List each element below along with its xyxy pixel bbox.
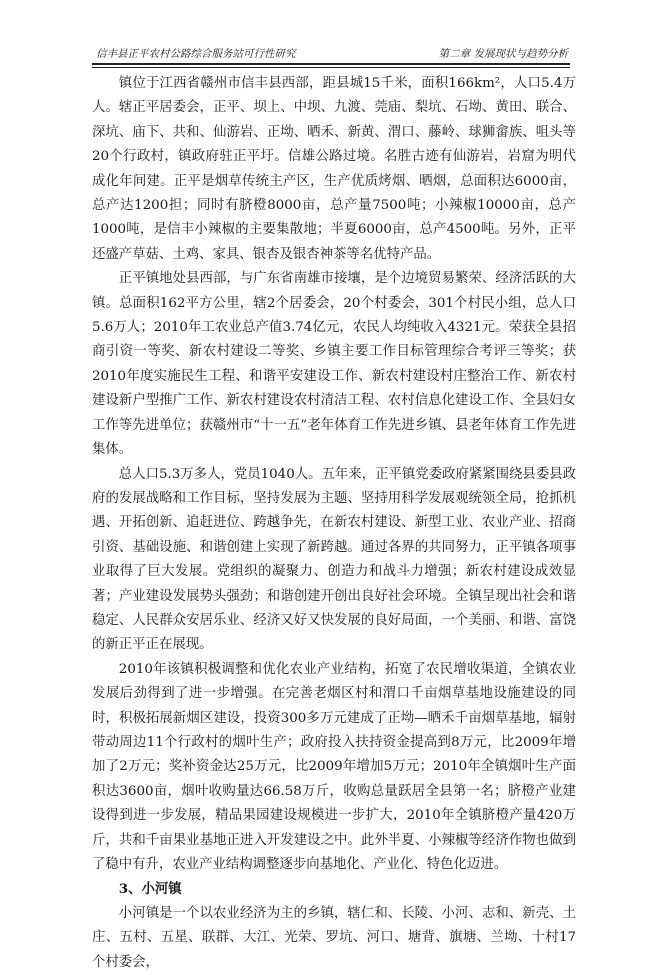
paragraph-zhengping-location: 正平镇地处县西部，与广东省南雄市接壤，是个边境贸易繁荣、经济活跃的大镇。总面积162平方公里，辖2个居委会，20个村委会，301个村民小组，总人口5.6万人；2010年工农业总产值3.74亿元，农民人均纯收入4321元。荣获全县招商引资一等奖、新农村建设二等奖、乡镇主要工作目标管理综合考评三等奖；获2010年度实施民生工程、和谐平安建设工作、新农村建设村庄整治工作、新农村建设新户型推广工作、新农村建设农村清洁工程、农村信息化建设工作、全县妇女工作等先进单位；获赣州市“十一五”老年体育工作先进乡镇、县老年体育工作先进集体。 [92,271,576,458]
header-rule-thick [92,63,570,65]
header-document-title: 信丰县正平农村公路综合服务站可行性研究 [96,48,296,60]
page-header [92,46,570,62]
header-chapter-title: 第二章 发展现状与趋势分析 [438,48,568,60]
paragraph-zhengping-overview: 镇位于江西省赣州市信丰县西部，距县城15千米，面积166km²，人口5.4万人。辖正平居委会，正平、坝上、中坝、九渡、莞庙、梨坑、石坳、黄田、联合、深坑、庙下、共和、仙游岩、正坳、晒禾、新黄、渭口、藤岭、球狮畲族、咀头等20个行政村，镇政府驻正平圩。信雄公路过境。名胜古迹有仙游岩，岩窟为明代成化年间建。正平是烟草传统主产区，生产优质烤烟、晒烟，总面积达6000亩，总产达1200担；同时有脐橙8000亩，总产量7500吨；小辣椒10000亩，总产1000吨，是信丰小辣椒的主要集散地；半夏6000亩，总产4500吨。另外，正平还盛产草菇、土鸡、家具、银杏及银杏神茶等名优特产品。 [92,76,576,262]
paragraph-zhengping-agriculture: 2010年该镇积极调整和优化农业产业结构，拓宽了农民增收渠道，全镇农业发展后劲得到了进一步增强。在完善老烟区村和渭口千亩烟草基地设施建设的同时，积极拓展新烟区建设，投资300多万元建成了正坳—晒禾千亩烟草基地，辐射带动周边11个行政村的烟叶生产；政府投入扶持资金提高到8万元，比2009年增加了2万元；奖补资金达25万元，比2009年增加5万元；2010年全镇烟叶生产面积达3600亩，烟叶收购量达66.58万斤，收购总量跃居全县第一名；脐橙产业建设得到进一步发展，精品果园建设规模进一步扩大，2010年全镇脐橙产量420万斤，共和千亩果业基地正进入开发建设之中。此外半夏、小辣椒等经济作物也做到了稳中有升，农业产业结构调整逐步向基地化、产业化、特色化迈进。 [92,661,576,872]
paragraph-xiaohe-overview: 小河镇是一个以农业经济为主的乡镇，辖仁和、长陵、小河、志和、新壳、土庄、五村、五星、联群、大江、光荣、罗坑、河口、塘背、旗塘、兰坳、十村17个村委会， [92,905,576,970]
page-body [92,72,576,975]
header-rule-thin [92,67,570,68]
section-heading-xiaohe: 3、小河镇 [118,881,182,898]
paragraph-zhengping-population: 总人口5.3万多人，党员1040人。五年来，正平镇党委政府紧紧围绕县委县政府的发展战略和工作目标，坚持发展为主题、坚持用科学发展观统领全局，抢抓机遇、开拓创新、追赶进位、跨越争先，在新农村建设、新型工业、农业产业、招商引资、基础设施、和谐创建上实现了新跨越。通过各界的共同努力，正平镇各项事业取得了巨大发展。党组织的凝聚力、创造力和战斗力增强；新农村建设成效显著；产业建设发展势头强劲；和谐创建开创出良好社会环境。全镇呈现出社会和谐稳定、人民群众安居乐业、经济又好又快发展的良好局面，一个美丽、和谐、富饶的新正平正在展现。 [92,466,576,653]
